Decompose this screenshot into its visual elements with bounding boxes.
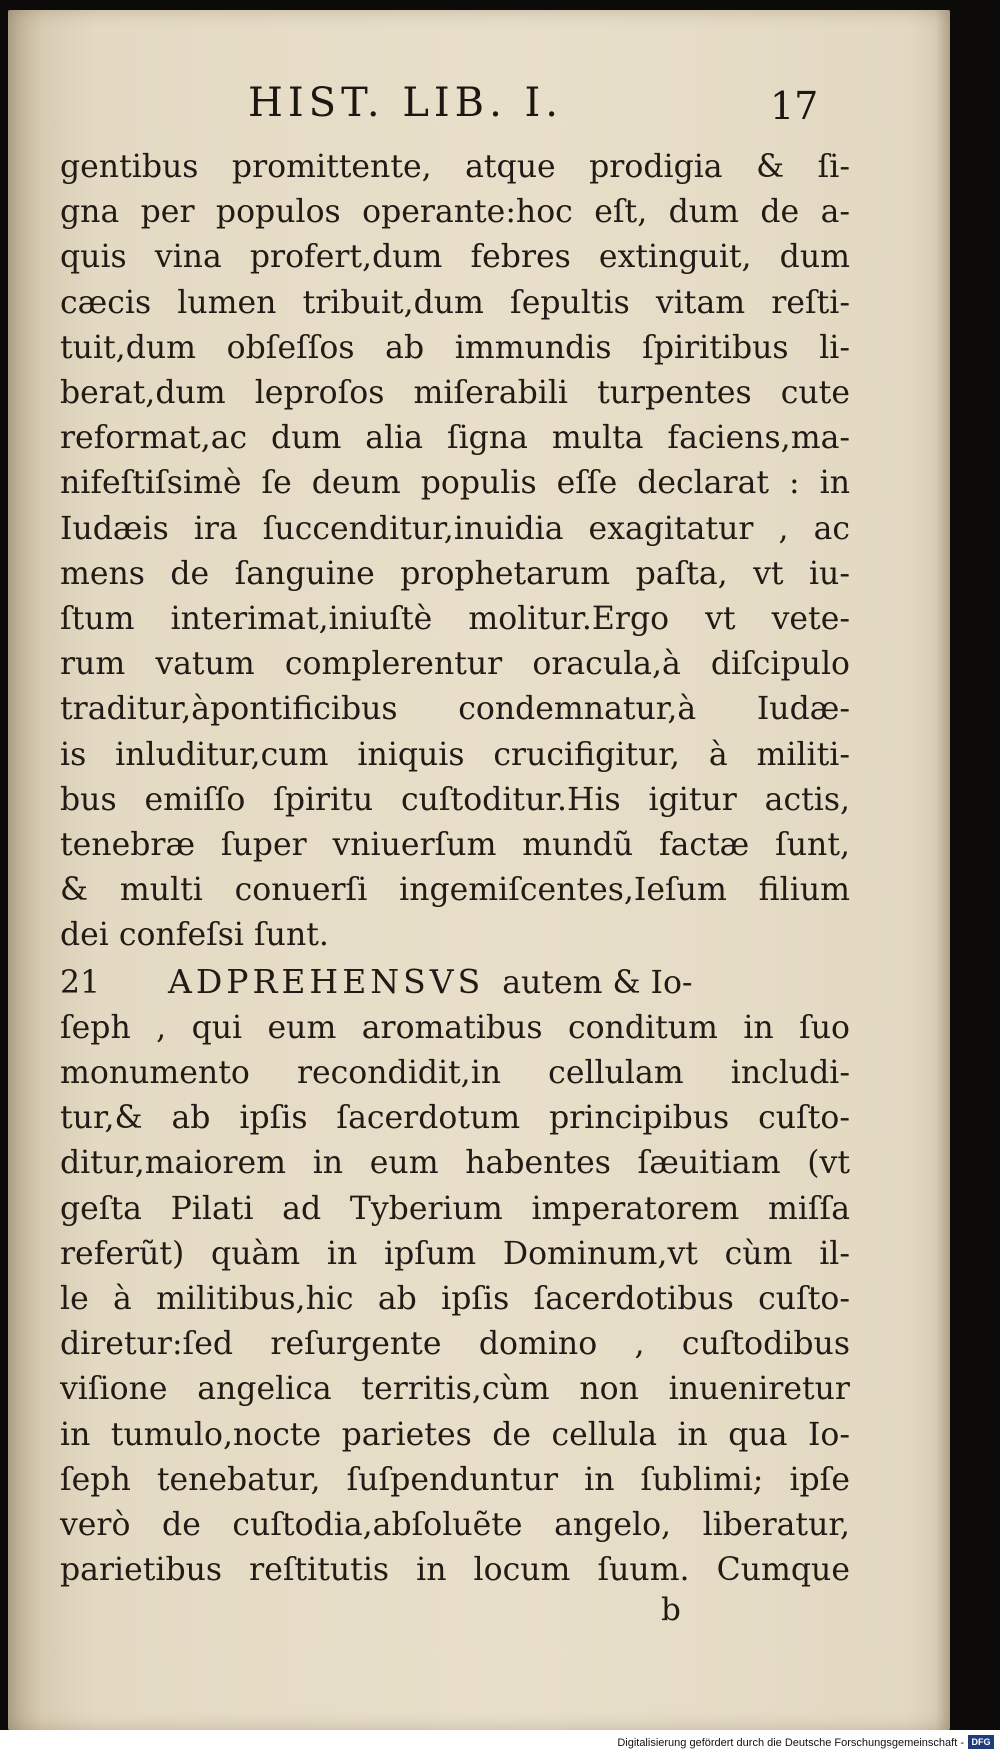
text-line: reformat,ac dum alia ſigna multa faciens,ma- (60, 420, 850, 457)
footer-credit: Digitalisierung gefördert durch die Deutsche Forschungsgemeinschaft - (617, 1737, 964, 1749)
text-line: ditur,maiorem in eum habentes ſæuitiam (vt (60, 1145, 850, 1182)
running-head: HIST. LIB. I. (248, 80, 564, 126)
dfg-logo-icon[interactable]: DFG (968, 1735, 994, 1749)
text-line: parietibus reſtitutis in locum ſuum. Cumque (60, 1552, 850, 1589)
text-line: cæcis lumen tribuit,dum ſepultis vitam reſti- (60, 284, 850, 321)
section-initial-caps: ADPREHENSVS (168, 961, 485, 1001)
section-number: 21 (60, 964, 101, 1001)
text-line: tuit,dum obſeſſos ab immundis ſpiritibus li- (60, 329, 850, 366)
text-line: le à militibus,hic ab ipſis ſacerdotibus cuſto- (60, 1281, 850, 1318)
text-line: nifeſtiſsimè ſe deum populis eſſe declarat : in (60, 465, 850, 502)
text-line: in tumulo,nocte parietes de cellula in qua Io- (60, 1416, 850, 1453)
text-line: quis vina profert,dum febres extinguit, dum (60, 239, 850, 276)
text-line: berat,dum leproſos miſerabili turpentes cute (60, 375, 850, 412)
text-line: tenebræ ſuper vniuerſum mundũ factæ ſunt, (60, 827, 850, 864)
text-line: dei confeſsi ſunt. (60, 917, 329, 954)
text-line: is inluditur,cum iniquis crucifigitur, à militi- (60, 736, 850, 773)
footer-bar (0, 1730, 1000, 1752)
text-line: gna per populos operante:hoc eſt, dum de a- (60, 194, 850, 231)
page-edge (936, 10, 950, 1730)
text-line: ſtum interimat,iniuſtè molitur.Ergo vt vete- (60, 601, 850, 638)
text-line: ſeph , qui eum aromatibus conditum in ſuo (60, 1009, 850, 1046)
section-heading-line (60, 959, 850, 1006)
text-line: ſeph tenebatur, ſuſpenduntur in ſublimi; ipſe (60, 1461, 850, 1498)
text-line: verò de cuſtodia,abſoluẽte angelo, liberatur, (60, 1507, 850, 1544)
text-line: & multi conuerſi ingemiſcentes,Ieſum filium (60, 872, 850, 909)
text-line: mens de ſanguine prophetarum paſta, vt iu- (60, 555, 850, 592)
page-number: 17 (770, 84, 819, 128)
text-line: Iudæis ira ſuccenditur,inuidia exagitatur , ac (60, 510, 850, 547)
text-line: gentibus promittente, atque prodigia & ſi- (60, 149, 850, 185)
book-page (8, 10, 950, 1730)
text-line: viſione angelica territis,cùm non inueniretur (60, 1371, 850, 1408)
text-line: bus emiſſo ſpiritu cuſtoditur.His igitur actis, (60, 781, 850, 818)
text-line: monumento recondidit,in cellulam includi- (60, 1055, 850, 1092)
text-line: tur,& ab ipſis ſacerdotum principibus cuſto- (60, 1100, 850, 1137)
text-line: referũt) quàm in ipſum Dominum,vt cùm il- (60, 1235, 850, 1272)
signature-mark: b (661, 1592, 681, 1628)
text-line: rum vatum complerentur oracula,à diſcipulo (60, 646, 850, 683)
text-line: traditur,àpontificibus condemnatur,à Iudæ- (60, 691, 850, 728)
body-text (60, 145, 850, 1594)
text-line: geſta Pilati ad Tyberium imperatorem miſſa (60, 1190, 850, 1227)
section-line-rest: autem & Io- (502, 964, 693, 1001)
text-line: diretur:ſed reſurgente domino , cuſtodibus (60, 1326, 850, 1363)
